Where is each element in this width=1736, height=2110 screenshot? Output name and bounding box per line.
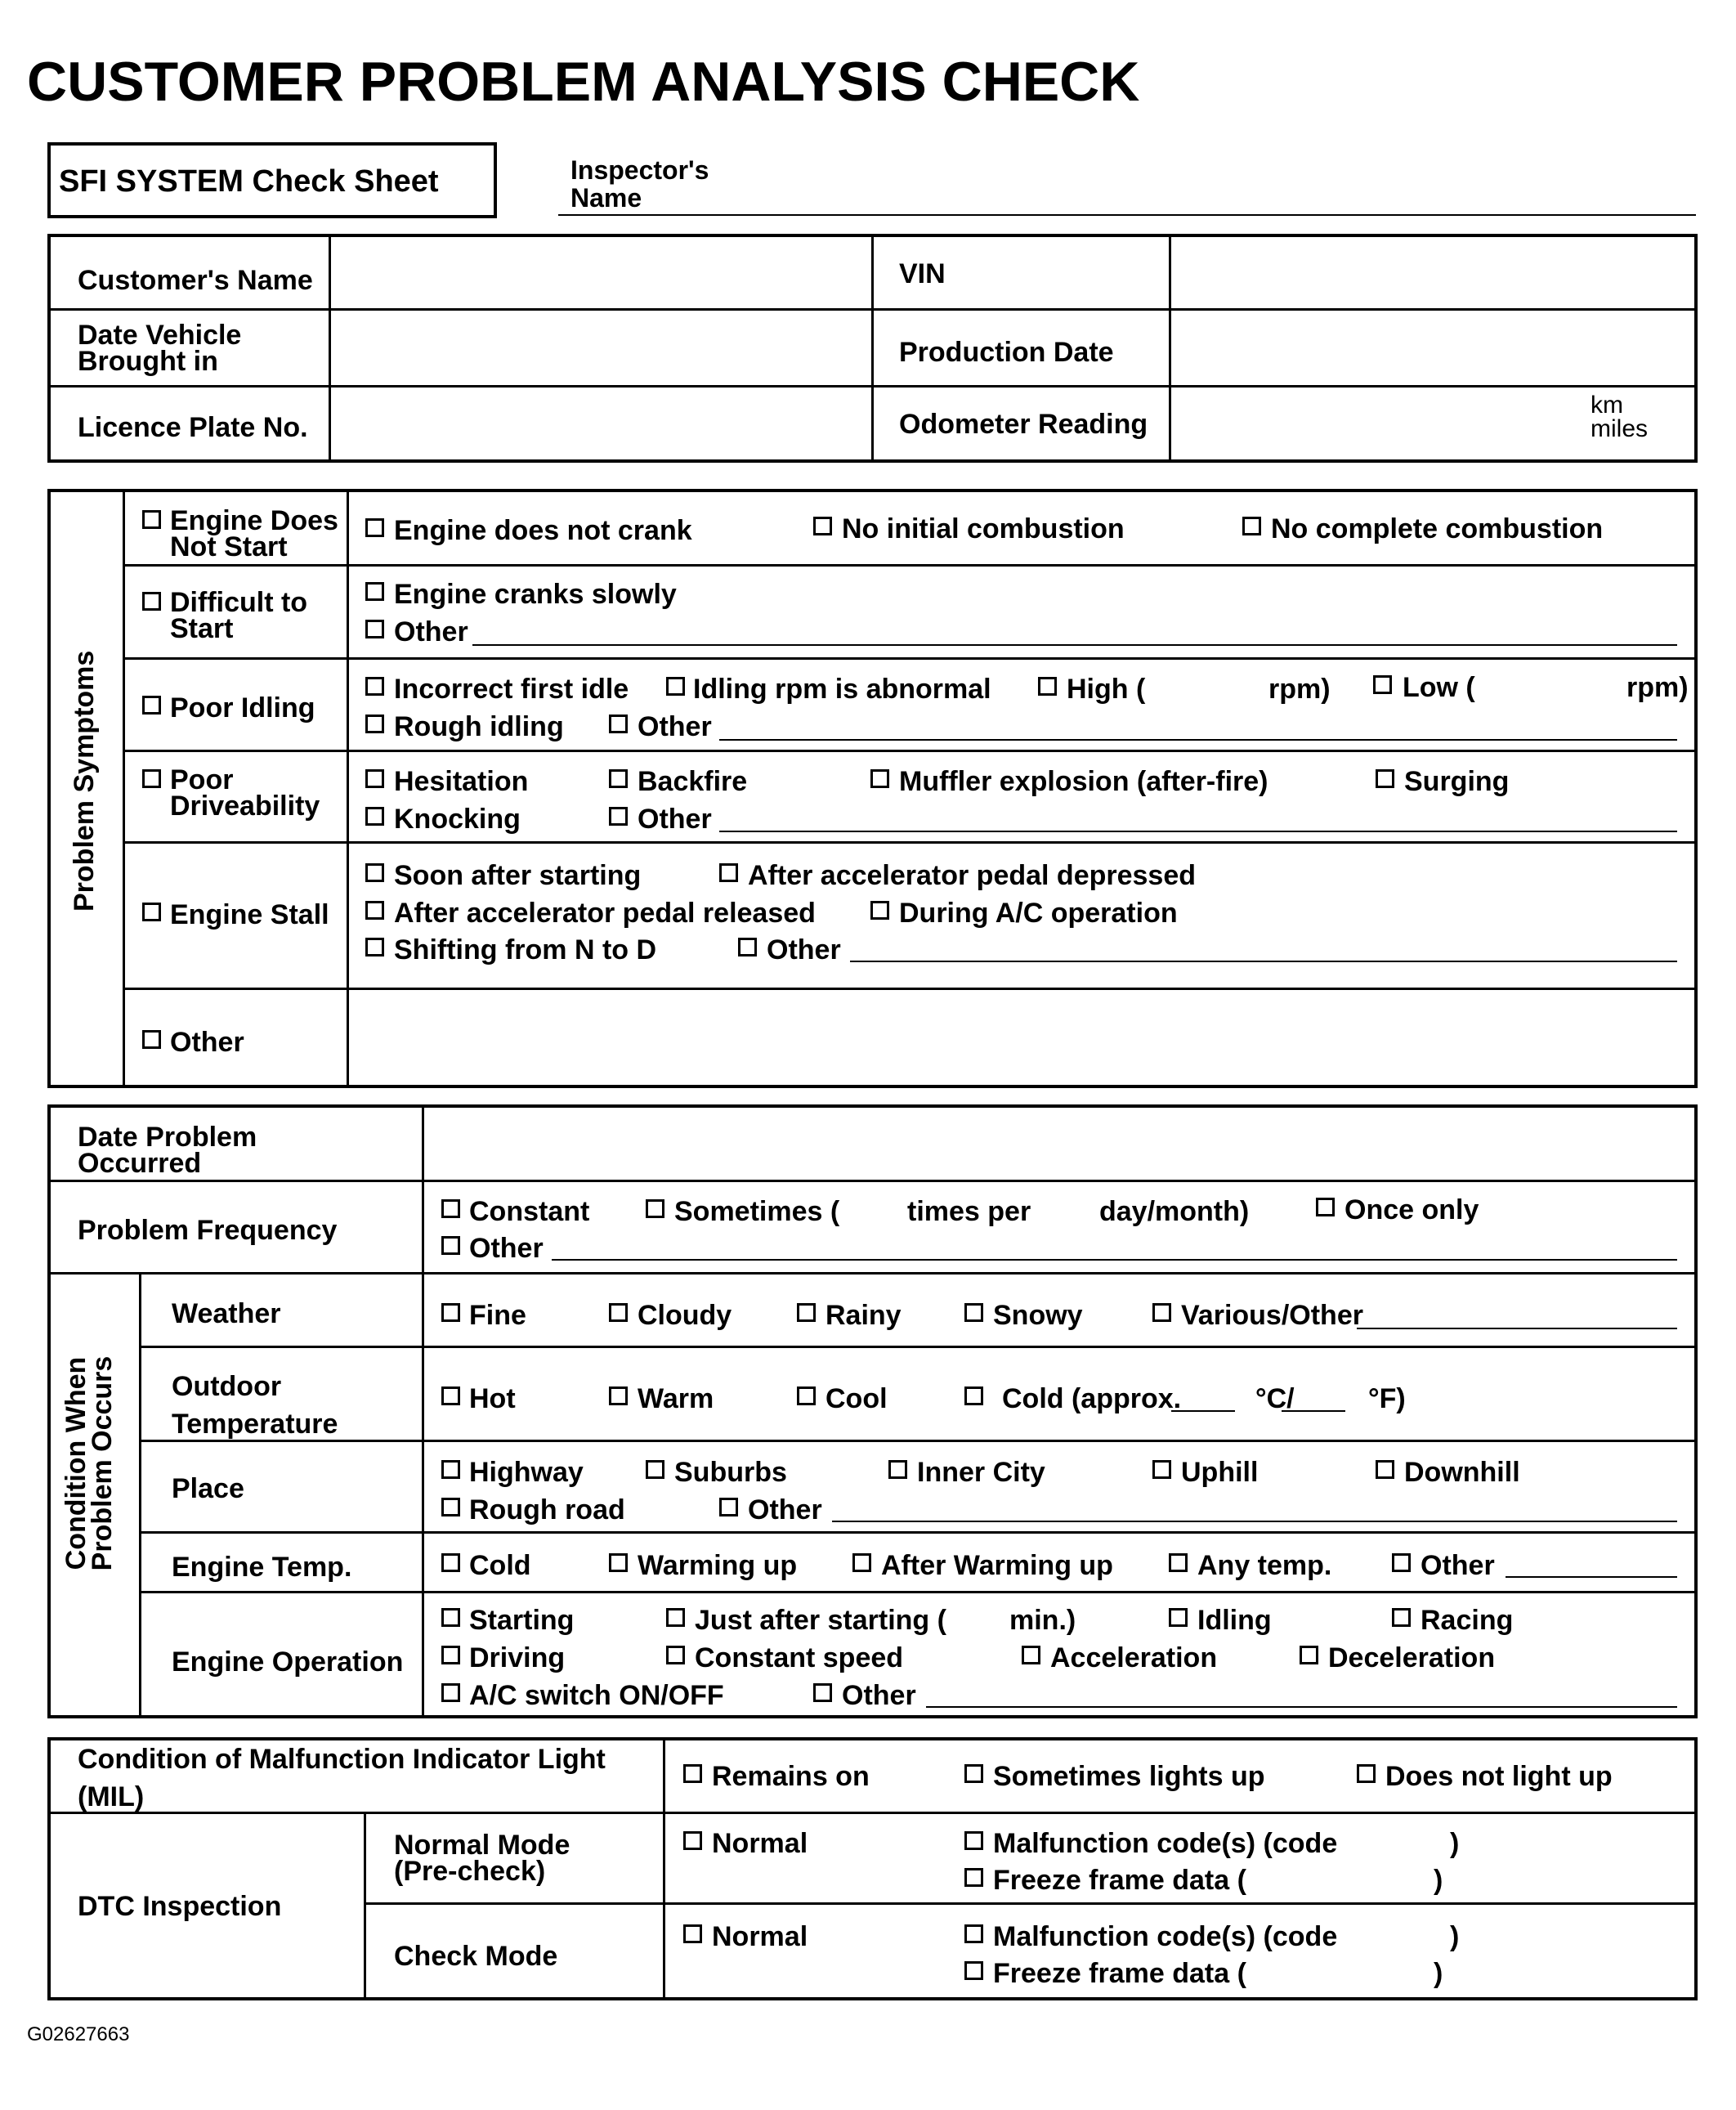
- odometer-units: km miles: [1591, 392, 1649, 442]
- sometimes-label: Sometimes (: [674, 1196, 840, 1227]
- cold-approx-label: Cold (approx.: [1002, 1383, 1182, 1414]
- deg-c-label: °C/: [1255, 1383, 1295, 1414]
- symptom-other-field[interactable]: [350, 991, 1694, 1085]
- date-brought-label: Date Vehicle Brought in: [78, 320, 242, 377]
- engine-temp-other-line[interactable]: [1506, 1576, 1677, 1578]
- place-other-line[interactable]: [832, 1521, 1677, 1522]
- figure-id: G02627663: [27, 2023, 130, 2045]
- weather-label: Weather: [172, 1298, 281, 1329]
- no-complete-combustion-label: No complete combustion: [1271, 513, 1604, 544]
- outdoor-temp-label: Outdoor Temperature: [172, 1371, 338, 1440]
- operation-other-label: Other: [842, 1680, 916, 1711]
- rough-idling-label: Rough idling: [394, 711, 564, 742]
- sometimes-checkbox[interactable]: [646, 1199, 664, 1218]
- engine-does-not-start-label: Engine Does Not Start: [170, 505, 338, 562]
- high-rpm-checkbox[interactable]: [1038, 677, 1057, 696]
- difficult-start-other-label: Other: [394, 616, 468, 647]
- cold-approx-checkbox[interactable]: [964, 1387, 983, 1405]
- snowy-label: Snowy: [993, 1300, 1083, 1331]
- normal-mode-freeze-close: ): [1434, 1865, 1443, 1896]
- poor-driveability-checkbox[interactable]: [142, 769, 161, 788]
- starting-label: Starting: [469, 1605, 575, 1636]
- engine-temp-other-checkbox[interactable]: [1392, 1553, 1411, 1572]
- after-warming-up-checkbox[interactable]: [852, 1553, 871, 1572]
- frequency-label: Problem Frequency: [78, 1215, 338, 1246]
- engine-cranks-slowly-checkbox[interactable]: [365, 582, 384, 601]
- normal-mode-malfunction-checkbox[interactable]: [964, 1831, 983, 1850]
- surging-checkbox[interactable]: [1376, 769, 1394, 788]
- just-after-starting-label: Just after starting (: [695, 1605, 946, 1636]
- normal-mode-freeze-checkbox[interactable]: [964, 1868, 983, 1887]
- production-date-label: Production Date: [899, 337, 1114, 368]
- engine-stall-other-checkbox[interactable]: [738, 938, 757, 956]
- racing-label: Racing: [1421, 1605, 1514, 1636]
- day-month-label: day/month): [1099, 1196, 1250, 1227]
- fine-label: Fine: [469, 1300, 526, 1331]
- place-other-label: Other: [748, 1494, 822, 1525]
- frequency-other-checkbox[interactable]: [441, 1236, 460, 1255]
- after-pedal-released-checkbox[interactable]: [365, 901, 384, 920]
- odometer-field[interactable]: [1172, 388, 1581, 460]
- remains-on-checkbox[interactable]: [683, 1764, 702, 1783]
- difficult-start-other-checkbox[interactable]: [365, 620, 384, 638]
- no-complete-combustion-checkbox[interactable]: [1242, 517, 1261, 535]
- surging-label: Surging: [1404, 766, 1510, 797]
- soon-after-starting-checkbox[interactable]: [365, 863, 384, 882]
- engine-does-not-crank-checkbox[interactable]: [365, 518, 384, 537]
- any-temp-label: Any temp.: [1197, 1550, 1332, 1581]
- cloudy-checkbox[interactable]: [609, 1303, 628, 1322]
- cool-label: Cool: [825, 1383, 888, 1414]
- page-title: CUSTOMER PROBLEM ANALYSIS CHECK: [27, 51, 1140, 113]
- engine-stall-other-label: Other: [767, 934, 841, 965]
- backfire-label: Backfire: [638, 766, 748, 797]
- high-rpm-label: High (: [1067, 674, 1146, 705]
- idling-checkbox[interactable]: [1169, 1608, 1188, 1627]
- check-mode-freeze-checkbox[interactable]: [964, 1961, 983, 1980]
- ac-switch-checkbox[interactable]: [441, 1683, 460, 1702]
- idling-rpm-abnormal-label: Idling rpm is abnormal: [693, 674, 991, 705]
- does-not-light-up-label: Does not light up: [1385, 1761, 1613, 1792]
- various-other-checkbox[interactable]: [1152, 1303, 1171, 1322]
- symptom-other-label: Other: [170, 1027, 244, 1058]
- incorrect-first-idle-checkbox[interactable]: [365, 677, 384, 696]
- inspector-label: Inspector's Name: [570, 155, 709, 213]
- warm-checkbox[interactable]: [609, 1387, 628, 1405]
- after-pedal-released-label: After accelerator pedal released: [394, 898, 816, 929]
- driveability-other-label: Other: [638, 804, 712, 835]
- frequency-other-label: Other: [469, 1233, 544, 1264]
- check-mode-malfunction-label: Malfunction code(s) (code: [993, 1921, 1338, 1952]
- engine-cranks-slowly-label: Engine cranks slowly: [394, 579, 677, 610]
- inspector-name-line[interactable]: [558, 214, 1696, 216]
- date-brought-field[interactable]: [332, 311, 870, 383]
- frequency-other-line[interactable]: [552, 1259, 1677, 1261]
- highway-checkbox[interactable]: [441, 1460, 460, 1479]
- warm-label: Warm: [638, 1383, 714, 1414]
- engine-does-not-start-checkbox[interactable]: [142, 510, 161, 529]
- normal-mode-malfunction-label: Malfunction code(s) (code: [993, 1828, 1338, 1859]
- weather-other-line[interactable]: [1357, 1328, 1677, 1329]
- times-per-label: times per: [907, 1196, 1031, 1227]
- licence-plate-field[interactable]: [332, 388, 870, 460]
- cool-checkbox[interactable]: [797, 1387, 816, 1405]
- any-temp-checkbox[interactable]: [1169, 1553, 1188, 1572]
- racing-checkbox[interactable]: [1392, 1608, 1411, 1627]
- inner-city-checkbox[interactable]: [888, 1460, 907, 1479]
- poor-driveability-label: Poor Driveability: [170, 764, 320, 822]
- licence-plate-label: Licence Plate No.: [78, 412, 308, 443]
- muffler-explosion-checkbox[interactable]: [870, 769, 889, 788]
- low-rpm-unit: rpm): [1626, 672, 1689, 703]
- rough-road-label: Rough road: [469, 1494, 625, 1525]
- poor-idling-other-line[interactable]: [719, 739, 1677, 741]
- production-date-field[interactable]: [1172, 311, 1695, 383]
- incorrect-first-idle-label: Incorrect first idle: [394, 674, 629, 705]
- soon-after-starting-label: Soon after starting: [394, 860, 642, 891]
- inner-city-label: Inner City: [917, 1457, 1045, 1488]
- after-pedal-depressed-checkbox[interactable]: [719, 863, 738, 882]
- cold-checkbox[interactable]: [441, 1553, 460, 1572]
- idling-rpm-abnormal-checkbox[interactable]: [666, 677, 685, 696]
- once-only-label: Once only: [1345, 1194, 1479, 1225]
- acceleration-label: Acceleration: [1050, 1642, 1218, 1673]
- constant-checkbox[interactable]: [441, 1199, 460, 1218]
- driving-label: Driving: [469, 1642, 566, 1673]
- engine-temp-other-label: Other: [1421, 1550, 1495, 1581]
- sometimes-lights-up-label: Sometimes lights up: [993, 1761, 1265, 1792]
- normal-mode-normal-label: Normal: [712, 1828, 808, 1859]
- muffler-explosion-label: Muffler explosion (after-fire): [899, 766, 1268, 797]
- check-mode-normal-checkbox[interactable]: [683, 1924, 702, 1943]
- place-other-checkbox[interactable]: [719, 1498, 738, 1516]
- condition-label: Condition When Problem Occurs: [60, 1355, 118, 1571]
- warming-up-checkbox[interactable]: [609, 1553, 628, 1572]
- dtc-inspection-label: DTC Inspection: [78, 1891, 282, 1922]
- cold-label: Cold: [469, 1550, 531, 1581]
- difficult-to-start-label: Difficult to Start: [170, 587, 308, 644]
- check-mode-label: Check Mode: [394, 1941, 558, 1972]
- poor-idling-checkbox[interactable]: [142, 696, 161, 715]
- deceleration-checkbox[interactable]: [1300, 1646, 1318, 1664]
- symptom-other-checkbox[interactable]: [142, 1030, 161, 1049]
- constant-speed-label: Constant speed: [695, 1642, 904, 1673]
- poor-idling-other-label: Other: [638, 711, 712, 742]
- difficult-to-start-checkbox[interactable]: [142, 592, 161, 611]
- check-mode-freeze-close: ): [1434, 1958, 1443, 1989]
- deceleration-label: Deceleration: [1328, 1642, 1496, 1673]
- knocking-checkbox[interactable]: [365, 807, 384, 826]
- hesitation-label: Hesitation: [394, 766, 529, 797]
- hesitation-checkbox[interactable]: [365, 769, 384, 788]
- date-occurred-field[interactable]: [425, 1108, 1694, 1178]
- difficult-start-other-line[interactable]: [472, 644, 1677, 646]
- fine-checkbox[interactable]: [441, 1303, 460, 1322]
- problem-symptoms-label: Problem Symptoms: [69, 650, 100, 912]
- min-unit-label: min.): [1009, 1605, 1076, 1636]
- no-initial-combustion-checkbox[interactable]: [813, 517, 832, 535]
- sheet-label: SFI SYSTEM Check Sheet: [59, 164, 439, 199]
- poor-idling-label: Poor Idling: [170, 692, 315, 723]
- normal-mode-normal-checkbox[interactable]: [683, 1831, 702, 1850]
- remains-on-label: Remains on: [712, 1761, 870, 1792]
- operation-other-checkbox[interactable]: [813, 1683, 832, 1702]
- poor-idling-other-checkbox[interactable]: [609, 715, 628, 733]
- starting-checkbox[interactable]: [441, 1608, 460, 1627]
- constant-speed-checkbox[interactable]: [666, 1646, 685, 1664]
- once-only-checkbox[interactable]: [1316, 1198, 1335, 1216]
- engine-stall-checkbox[interactable]: [142, 903, 161, 921]
- sometimes-lights-up-checkbox[interactable]: [964, 1764, 983, 1783]
- uphill-label: Uphill: [1181, 1457, 1259, 1488]
- constant-label: Constant: [469, 1196, 590, 1227]
- warming-up-label: Warming up: [638, 1550, 798, 1581]
- downhill-label: Downhill: [1404, 1457, 1520, 1488]
- normal-mode-label: Normal Mode (Pre-check): [394, 1830, 570, 1887]
- temp-f-line[interactable]: [1282, 1410, 1345, 1412]
- vin-label: VIN: [899, 258, 946, 289]
- mil-label: Condition of Malfunction Indicator Light (MIL): [78, 1744, 606, 1812]
- customer-name-label: Customer's Name: [78, 265, 313, 296]
- acceleration-checkbox[interactable]: [1022, 1646, 1040, 1664]
- engine-stall-other-line[interactable]: [850, 961, 1677, 962]
- after-warming-up-label: After Warming up: [881, 1550, 1113, 1581]
- after-pedal-depressed-label: After accelerator pedal depressed: [748, 860, 1197, 891]
- shifting-n-to-d-checkbox[interactable]: [365, 938, 384, 956]
- rough-idling-checkbox[interactable]: [365, 715, 384, 733]
- check-mode-malfunction-checkbox[interactable]: [964, 1924, 983, 1943]
- low-rpm-label: Low (: [1403, 672, 1475, 703]
- cloudy-label: Cloudy: [638, 1300, 732, 1331]
- hot-checkbox[interactable]: [441, 1387, 460, 1405]
- check-mode-freeze-label: Freeze frame data (: [993, 1958, 1246, 1989]
- engine-does-not-crank-label: Engine does not crank: [394, 515, 692, 546]
- engine-stall-label: Engine Stall: [170, 899, 329, 930]
- check-mode-malfunction-close: ): [1450, 1921, 1460, 1952]
- idling-label: Idling: [1197, 1605, 1272, 1636]
- backfire-checkbox[interactable]: [609, 769, 628, 788]
- operation-other-line[interactable]: [926, 1706, 1677, 1708]
- knocking-label: Knocking: [394, 804, 521, 835]
- check-mode-normal-label: Normal: [712, 1921, 808, 1952]
- highway-label: Highway: [469, 1457, 584, 1488]
- normal-mode-freeze-label: Freeze frame data (: [993, 1865, 1246, 1896]
- shifting-n-to-d-label: Shifting from N to D: [394, 934, 657, 965]
- does-not-light-up-checkbox[interactable]: [1357, 1764, 1376, 1783]
- uphill-checkbox[interactable]: [1152, 1460, 1171, 1479]
- high-rpm-unit: rpm): [1268, 674, 1331, 705]
- rough-road-checkbox[interactable]: [441, 1498, 460, 1516]
- suburbs-label: Suburbs: [674, 1457, 787, 1488]
- various-other-label: Various/Other: [1181, 1300, 1363, 1331]
- engine-temp-label: Engine Temp.: [172, 1552, 352, 1583]
- place-label: Place: [172, 1473, 244, 1504]
- temp-c-line[interactable]: [1171, 1410, 1235, 1412]
- suburbs-checkbox[interactable]: [646, 1460, 664, 1479]
- no-initial-combustion-label: No initial combustion: [842, 513, 1125, 544]
- just-after-starting-checkbox[interactable]: [666, 1608, 685, 1627]
- snowy-checkbox[interactable]: [964, 1303, 983, 1322]
- ac-switch-label: A/C switch ON/OFF: [469, 1680, 724, 1711]
- customer-name-field[interactable]: [332, 237, 870, 307]
- downhill-checkbox[interactable]: [1376, 1460, 1394, 1479]
- odometer-label: Odometer Reading: [899, 409, 1148, 440]
- engine-operation-label: Engine Operation: [172, 1646, 404, 1678]
- during-ac-operation-label: During A/C operation: [899, 898, 1178, 929]
- during-ac-operation-checkbox[interactable]: [870, 901, 889, 920]
- driveability-other-checkbox[interactable]: [609, 807, 628, 826]
- deg-f-label: °F): [1368, 1383, 1406, 1414]
- normal-mode-malfunction-close: ): [1450, 1828, 1460, 1859]
- driveability-other-line[interactable]: [719, 831, 1677, 832]
- rainy-label: Rainy: [825, 1300, 902, 1331]
- driving-checkbox[interactable]: [441, 1646, 460, 1664]
- rainy-checkbox[interactable]: [797, 1303, 816, 1322]
- hot-label: Hot: [469, 1383, 516, 1414]
- low-rpm-checkbox[interactable]: [1373, 675, 1392, 694]
- vin-field[interactable]: [1172, 237, 1695, 307]
- date-occurred-label: Date Problem Occurred: [78, 1122, 257, 1179]
